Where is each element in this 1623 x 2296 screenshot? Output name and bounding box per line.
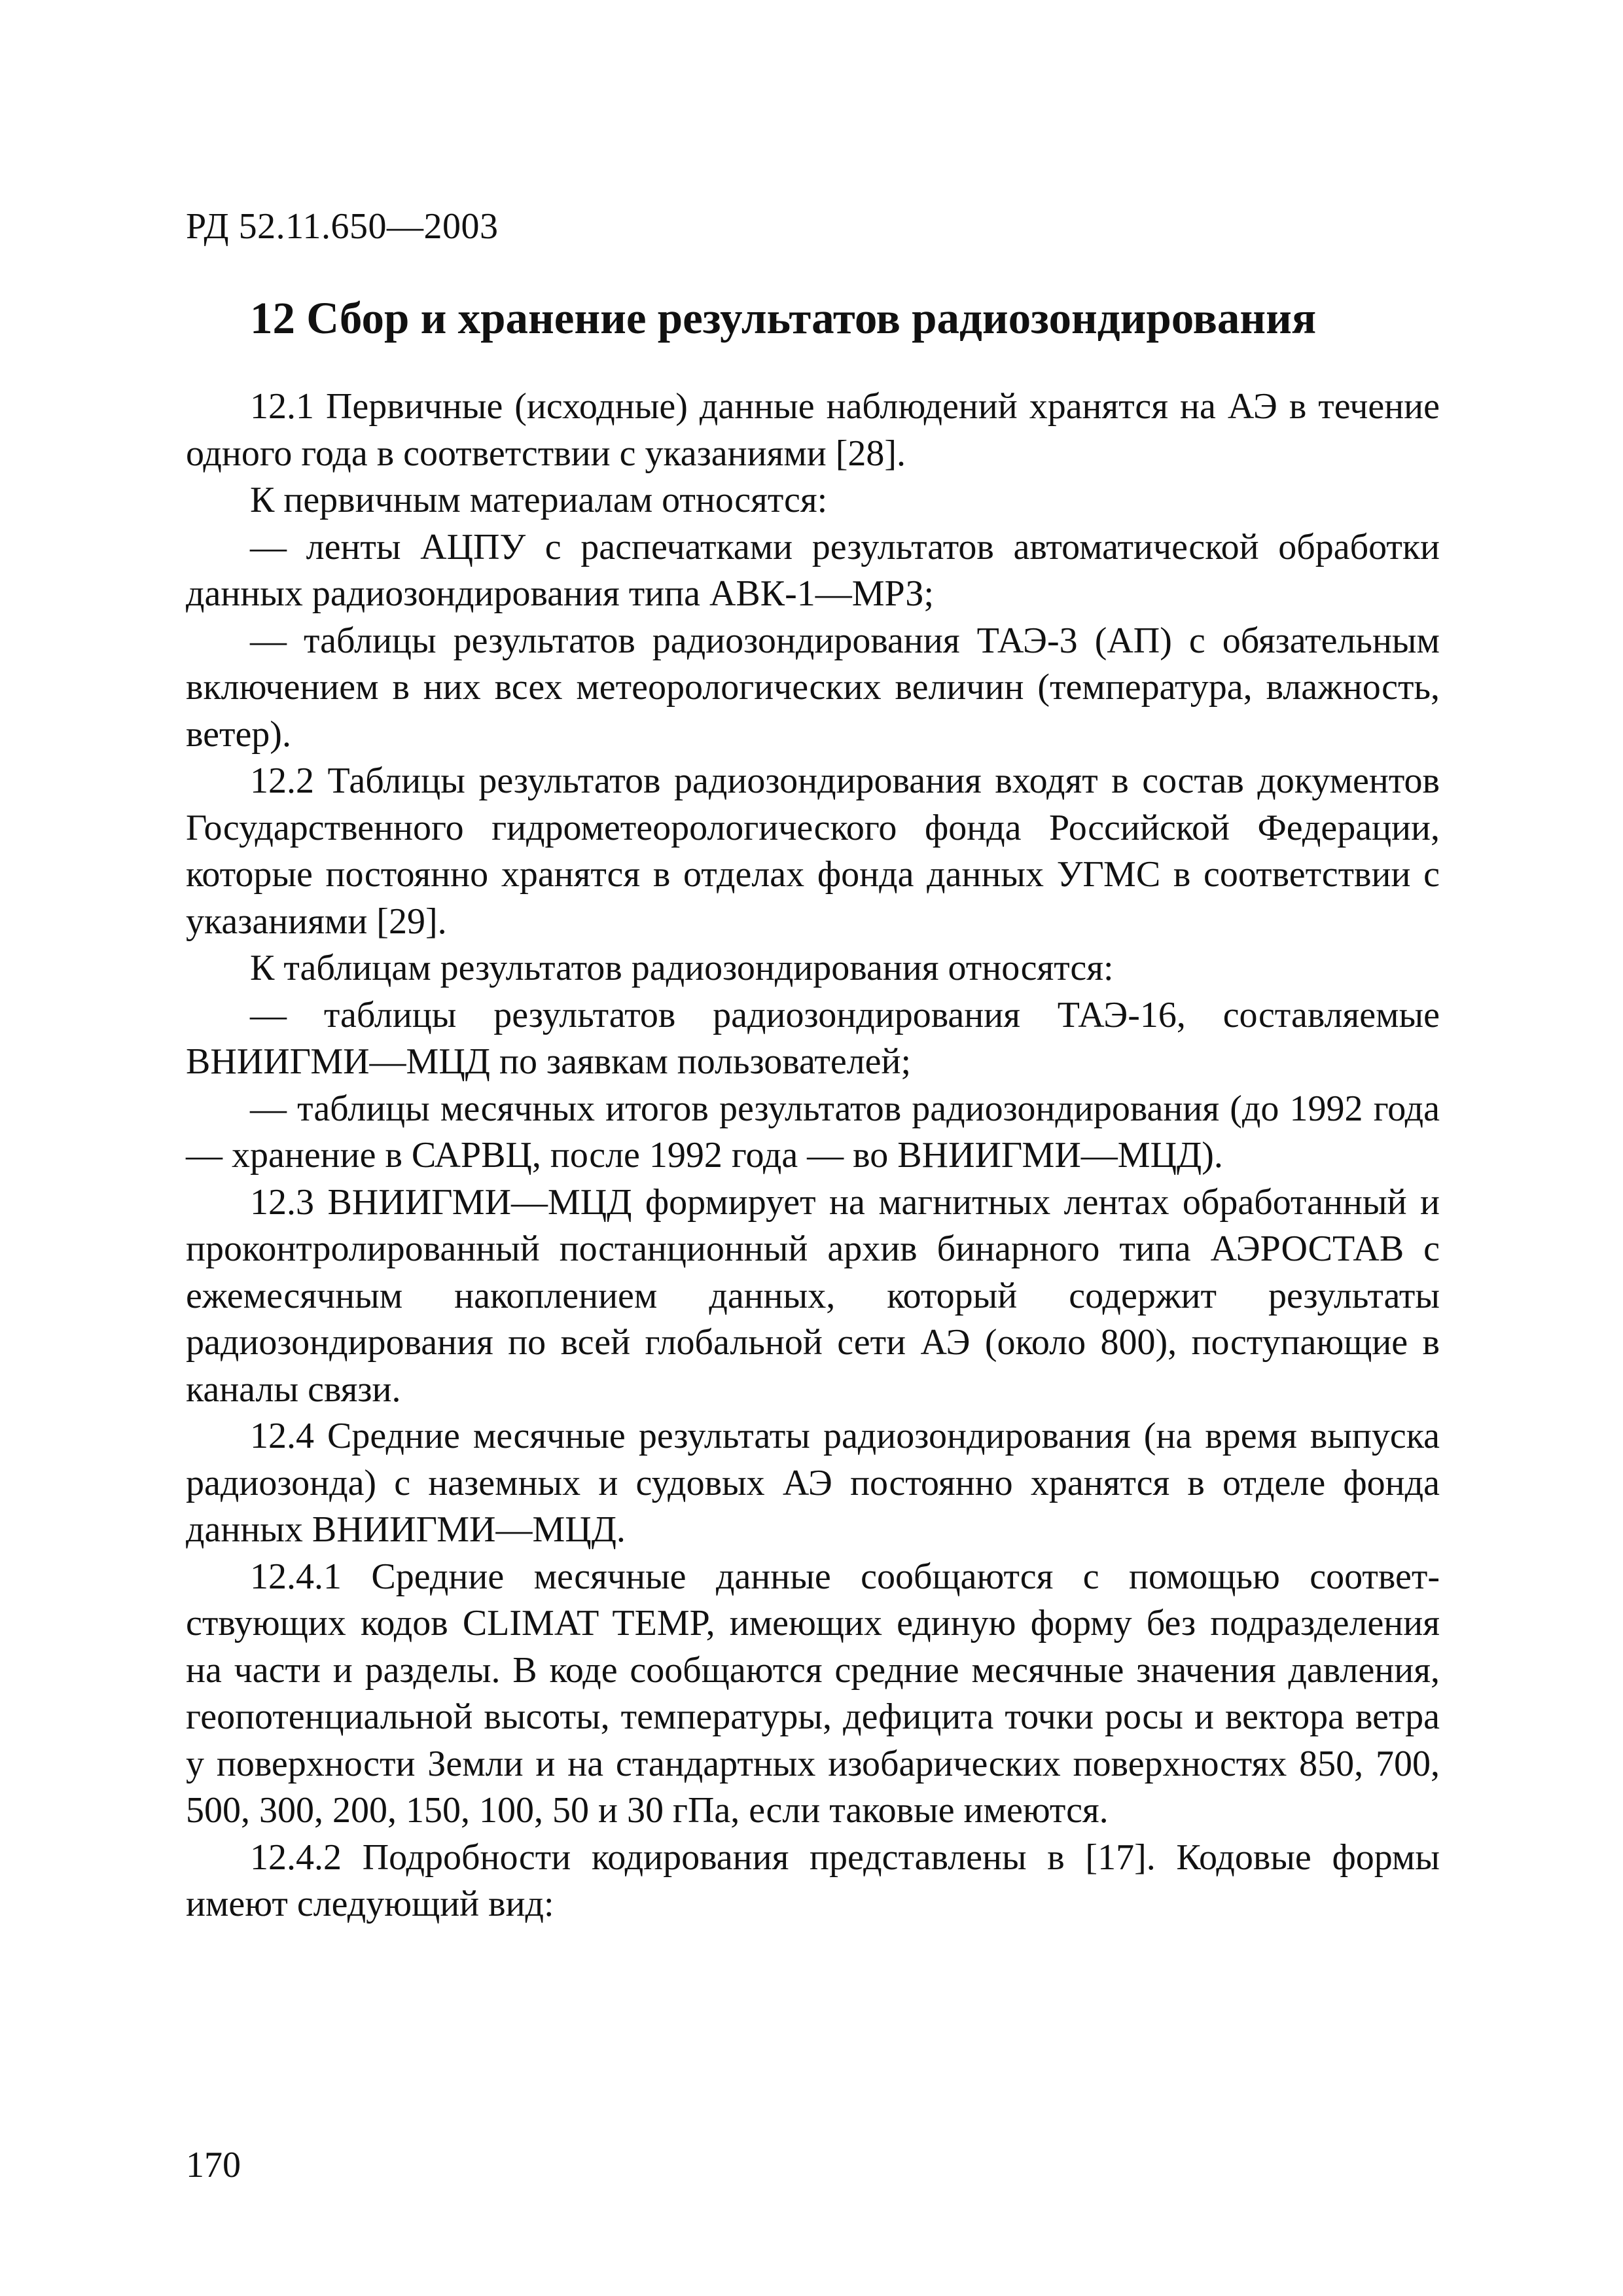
paragraph-12-2: 12.2 Таблицы результатов радиозондирования входят в состав документов Государственного гидрометеорологического фонда Российской Федерации, которые постоянно хранятся в отделах фонда данных УГМС в соответствии с указаниями [29]. <box>186 761 1440 942</box>
paragraph-primary-materials-intro: К первичным материалам относятся: <box>250 480 828 520</box>
paragraph-12-4-1: 12.4.1 Средние месячные данные сообщаются с помощью соответствующих кодов CLIMAT TEMP, имеющих единую форму без подразделения на части и разделы. В коде сообщаются средние месячные значения давления, геопотенциальной высоты, температуры, дефицита точки росы и вектора ветра у поверхности Земли и на стандартных изобарических поверхностях 850, 700, 500, 300, 200, 150, 100, 50 и 30 гПа, если таковые имеются. <box>186 1556 1440 1831</box>
list-item-tapes: — ленты АЦПУ с распечатками результатов автоматической обработки данных радиозондирования типа АВК-1—МРЗ; <box>186 526 1440 614</box>
paragraph-12-3: 12.3 ВНИИГМИ—МЦД формирует на магнитных лентах обработанный и проконтролированный постанционный архив бинарного типа АЭРОСТАВ с ежемесячным накоплением данных, который содержит результаты радиозондирования по всей глобальной сети АЭ (около 800), поступающие в каналы связи. <box>186 1181 1440 1410</box>
list-item-tae3-tables: — таблицы результатов радиозондирования ТАЭ-3 (АП) с обязательным включением в них всех метеорологических величин (температура, влажность, ветер). <box>186 620 1440 755</box>
list-item-tae16-tables: — таблицы результатов радиозондирования ТАЭ-16, составляемые ВНИИГМИ—МЦД по заявкам пользователей; <box>186 994 1440 1082</box>
section-title: 12 Сбор и хранение результатов радиозондирования <box>250 293 1317 343</box>
page-number: 170 <box>186 2145 241 2185</box>
paragraph-tables-intro: К таблицам результатов радиозондирования относятся: <box>250 948 1114 988</box>
section-body <box>186 384 1440 1928</box>
paragraph-12-1: 12.1 Первичные (исходные) данные наблюдений хранятся на АЭ в течение одного года в соответствии с указаниями [28]. <box>186 386 1440 474</box>
document-code-header: РД 52.11.650—2003 <box>186 206 499 247</box>
paragraph-12-4-2: 12.4.2 Подробности кодирования представлены в [17]. Кодовые формы имеют следующий вид: <box>186 1837 1440 1924</box>
paragraph-12-4: 12.4 Средние месячные результаты радиозондирования (на время выпуска радиозонда) с наземных и судовых АЭ постоянно хранятся в отделе фонда данных ВНИИГМИ—МЦД. <box>186 1416 1440 1550</box>
list-item-monthly-tables: — таблицы месячных итогов результатов радиозондирования (до 1992 года — хранение в САРВЦ, после 1992 года — во ВНИИГМИ—МЦД). <box>186 1088 1440 1175</box>
